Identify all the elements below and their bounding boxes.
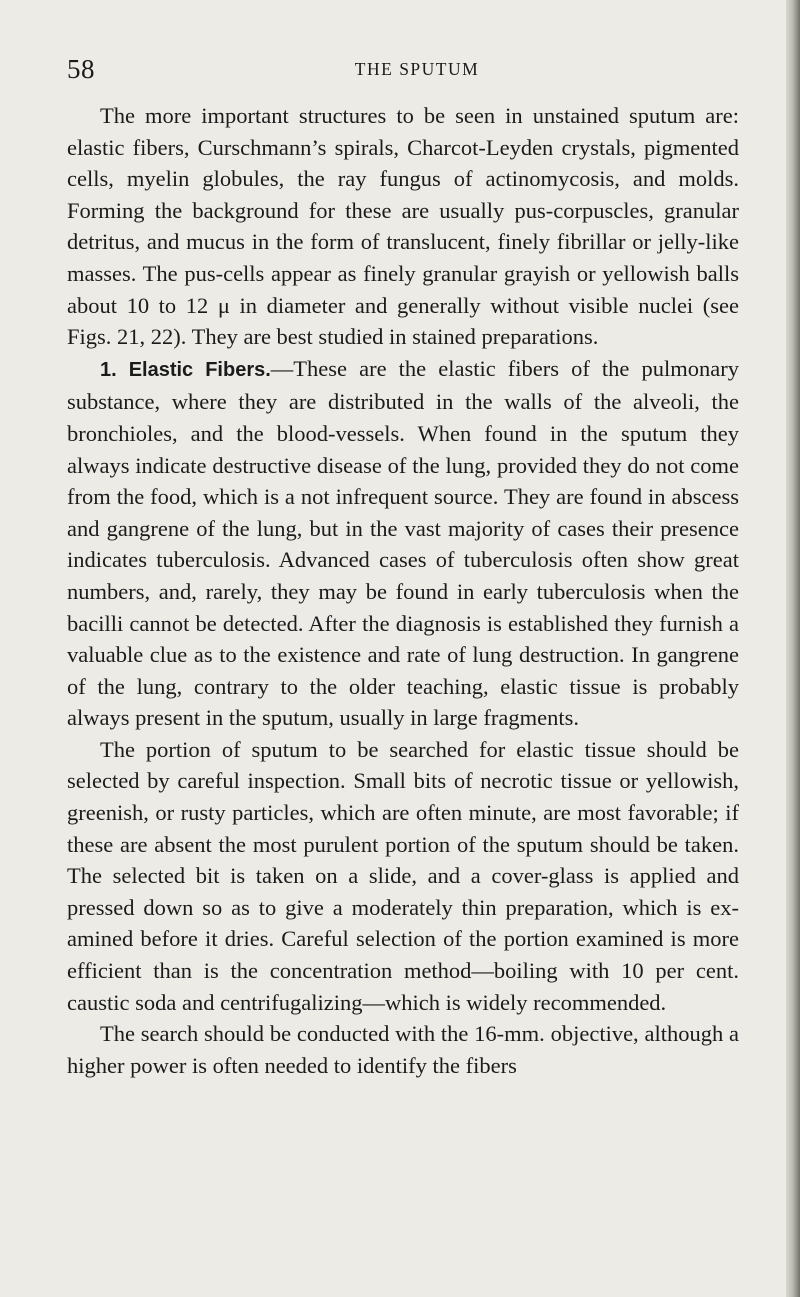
page-header bbox=[67, 52, 739, 86]
paragraph-selection bbox=[67, 734, 739, 1018]
paragraph-selection-text: The portion of sputum to be searched for elastic tissue should be selected by careful inspection. Small bits of necrotic tissue or yellowish, greenish, or rusty particles, which are often minute, are most favorable; if these are absent the most purulent portion of the sputum should be taken. The selected bit is taken on a slide, and a cover-glass is applied and pressed down so as to give a moderately thin preparation, which is examined before it dries. Careful selection of the portion examined is more efficient than is the concentration method—boiling with 10 per cent. caustic soda and centrifugalizing—which is widely recommended. bbox=[67, 736, 739, 1015]
paragraph-elastic-fibers bbox=[67, 353, 739, 734]
section-heading-elastic-fibers: 1. Elastic Fibers. bbox=[100, 358, 271, 381]
paragraph-intro-text: The more important structures to be seen in unstained sputum are: elastic fibers, Curschmann’s spirals, Charcot-Leyden crystals, pigmented cells, myelin globules, the ray fungus of actinomycosis, and molds. Forming the background for these are usually pus-corpuscles, granular detritus, and mucus in the form of translucent, finely fibrillar or jelly-like masses. The pus-cells appear as finely granular grayish or yellowish balls about 10 to 12 μ in diameter and generally without visible nuclei (see Figs. 21, 22). They are best studied in stained preparations. bbox=[67, 103, 739, 350]
paragraph-search bbox=[67, 1018, 739, 1081]
body-text bbox=[67, 100, 739, 1081]
page-number: 58 bbox=[67, 54, 95, 84]
running-head: THE SPUTUM bbox=[354, 59, 480, 79]
paragraph-elastic-fibers-text: —These are the elastic fibers of the pulmonary substance, where they are distributed in the walls of the alveoli, the bronchioles, and the blood-vessels. When found in the sputum they always indicate destructive disease of the lung, provided they do not come from the food, which is a not infrequent source. They are found in abscess and gangrene of the lung, but in the vast majority of cases their presence indicates tuberculosis. Advanced cases of tuberculosis often show great numbers, and, rarely, they may be found in early tuberculosis when the bacilli cannot be detected. After the diagnosis is established they furnish a valuable clue as to the existence and rate of lung destruction. In gangrene of the lung, contrary to the older teaching, elastic tissue is probably always present in the sputum, usually in large fragments. bbox=[67, 355, 739, 731]
paragraph-search-text: The search should be conducted with the 16-mm. objective, although a higher power is often needed to identify the fibers bbox=[67, 1021, 739, 1078]
paragraph-intro bbox=[67, 100, 739, 353]
page-edge-shadow bbox=[786, 0, 800, 1297]
